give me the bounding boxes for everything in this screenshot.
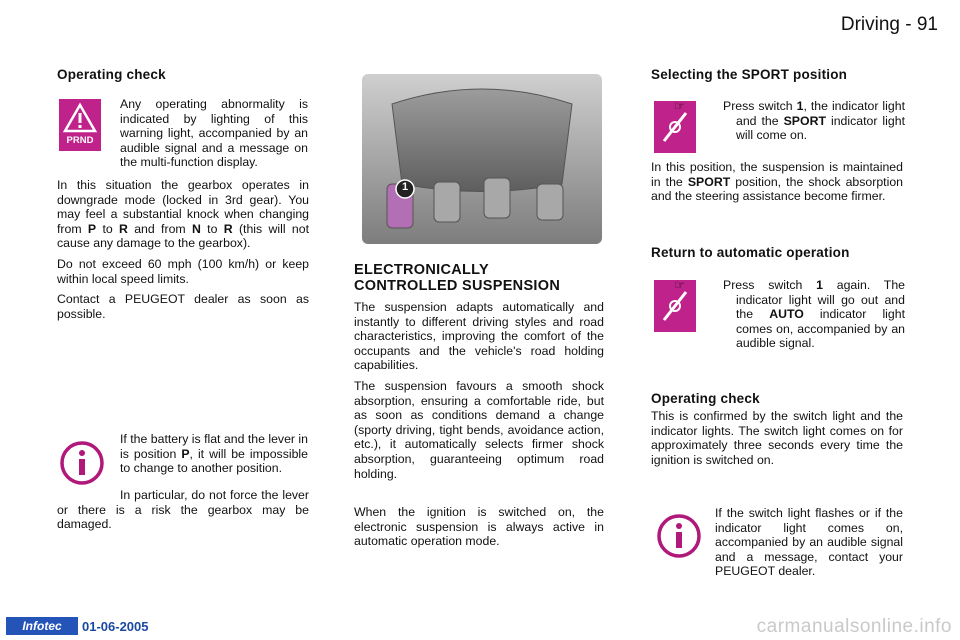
suspension-heading-line2: CONTROLLED SUSPENSION xyxy=(354,278,561,294)
hand-pointer-icon-2: ☞ xyxy=(674,278,686,292)
suspension-paragraph-1: The suspension adapts automatically and instantly to different driving styles and road characteristics, improving the comfort of the occupants and the vehicle's road holding capabilities. xyxy=(354,300,604,373)
switch-panel-photo xyxy=(362,74,602,244)
b1-text-a: Press switch xyxy=(723,99,797,113)
warning-paragraph-first xyxy=(120,97,308,170)
info1-text-a: If the battery is flat and the lever in is position xyxy=(120,432,308,461)
suspension-paragraph-3: When the ignition is switched on, the electronic suspension is always active in automatic operation mode. xyxy=(354,505,604,549)
gear-r-2: R xyxy=(223,221,233,236)
infotec-logo: Infotec xyxy=(6,617,78,635)
p2-text-c: and from xyxy=(127,221,192,236)
force-paragraph: In particular, do not force the lever or there is a risk the gearbox may be damaged. xyxy=(57,488,309,532)
battery-paragraph xyxy=(120,432,308,476)
gear-n: N xyxy=(191,221,201,236)
suspension-paragraph-2: The suspension favours a smooth shock absorption, ensuring a comfortable ride, but as soon as conditions demand a change (sporty driving, tight bends, avoidance action, etc.), it automatically selects firmer shock absorption, guaranteeing optimum road holding. xyxy=(354,378,604,481)
b1-text-c: indicator light will come on. xyxy=(736,113,905,143)
sp-sport: SPORT xyxy=(687,174,731,189)
b1-switch: 1 xyxy=(796,99,804,113)
auto-bullet xyxy=(674,278,906,351)
prnd-label: PRND xyxy=(66,135,94,146)
prnd-warning-icon xyxy=(59,99,101,151)
sport-paragraph xyxy=(651,160,903,204)
info-icon xyxy=(59,440,105,486)
b2-text-c: indicator light comes on, accompanied by an audible signal. xyxy=(736,307,906,351)
suspension-heading xyxy=(354,262,604,294)
confirm-paragraph: This is confirmed by the switch light and the indicator lights. The switch light comes on for approximately three seconds every time the ignition is switched on. xyxy=(651,409,903,467)
gear-p: P xyxy=(87,221,97,236)
photo-callout-1: 1 xyxy=(401,181,409,193)
sport-heading: Selecting the SPORT position xyxy=(651,67,848,82)
p2-text-d: to xyxy=(200,221,224,236)
operating-check-heading: Operating check xyxy=(57,67,166,82)
b1-text-b: , the indicator light and the xyxy=(736,99,905,128)
watermark: carmanualsonline.info xyxy=(756,616,952,637)
b2-auto: AUTO xyxy=(769,307,804,322)
sp-text-a: In this position, the suspension is maintained in the xyxy=(651,160,903,189)
p2-text-e: (this will not cause any damage to the gearbox). xyxy=(57,221,309,251)
downgrade-paragraph xyxy=(57,178,309,251)
info1-text-b: , it will be impossible to change to another position. xyxy=(120,446,308,476)
return-auto-heading: Return to automatic operation xyxy=(651,245,850,260)
warning-text: Any operating abnormality is indicated by lighting of this warning light, accompanied by an audible signal and a message on the multi-function display. xyxy=(120,97,308,170)
operating-check-heading-2: Operating check xyxy=(651,391,760,406)
hand-pointer-icon: ☞ xyxy=(674,99,686,113)
b1-sport: SPORT xyxy=(783,113,826,128)
page-title: Driving - 91 xyxy=(840,14,938,35)
b2-text-a: Press switch xyxy=(723,278,817,292)
flashes-paragraph: If the switch light flashes or if the indicator light comes on, accompanied by an audible signal and a message, contact your PEUGEOT dealer. xyxy=(715,506,903,579)
gear-r: R xyxy=(119,221,128,236)
b2-text-b: again. The indicator light will go out and the xyxy=(736,278,905,322)
suspension-heading-line1: ELECTRONICALLY xyxy=(354,262,489,278)
b2-switch: 1 xyxy=(816,278,823,292)
speed-paragraph: Do not exceed 60 mph (100 km/h) or keep within local speed limits. xyxy=(57,256,309,286)
contact-paragraph: Contact a PEUGEOT dealer as soon as possible. xyxy=(57,292,309,321)
p2-text-a: In this situation the gearbox operates in downgrade mode (locked in 3rd gear). You may feel a substantial knock when changing from xyxy=(57,178,309,236)
info1-gear: P xyxy=(181,446,190,461)
p2-text-b: to xyxy=(96,221,120,236)
info-icon-2 xyxy=(656,513,702,559)
footer-date: 01-06-2005 xyxy=(82,619,149,634)
sp-text-b: position, the shock absorption and the steering assistance become firmer. xyxy=(651,174,903,204)
sport-bullet xyxy=(674,99,905,143)
